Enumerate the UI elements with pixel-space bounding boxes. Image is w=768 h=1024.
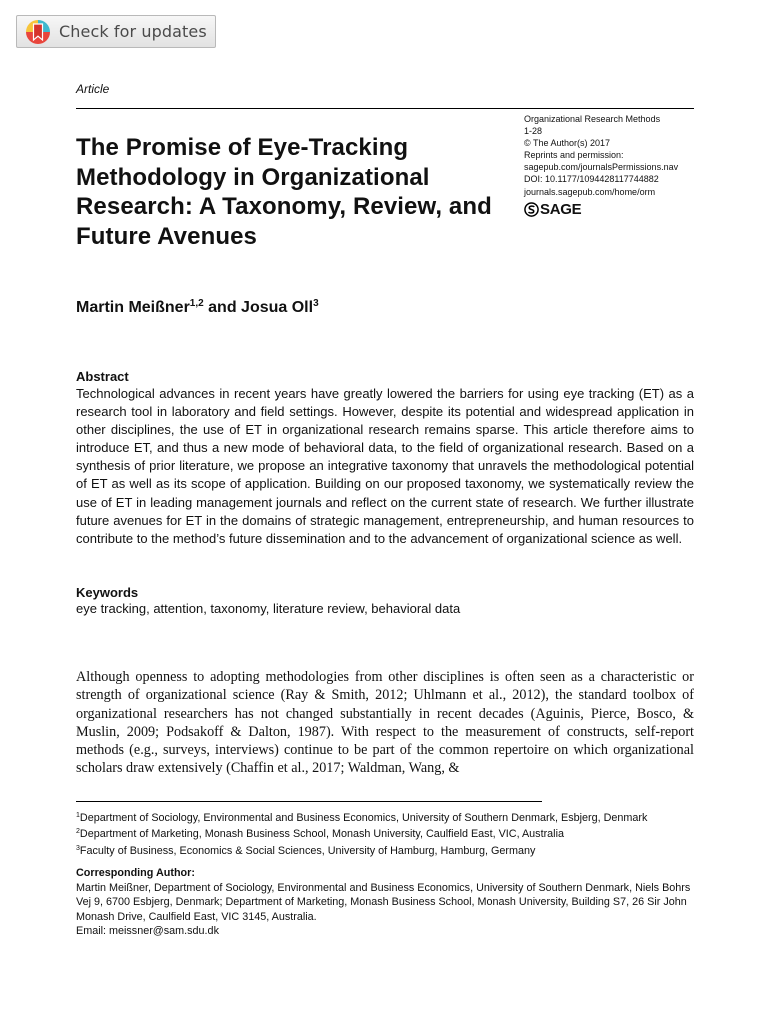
intro-paragraph: Although openness to adopting methodologies from other disciplines is often seen as a characteristic or strength of organizational science (Ray & Smith, 2012; Uhlmann et al., 2012), the standard toolbox of organizational researchers has not changed substantially in recent decades (Aguinis, Pierce, Bosco, & Muslin, 2009; Podsakoff & Dalton, 1987). With respect to the measurement of constructs, self-report methods (e.g., surveys, interviews) continue to be part of the common repertoire on which organizational scholars draw extensively (Chaffin et al., 2017; Waldman, Wang, &: [76, 669, 694, 777]
check-for-updates-label: Check for updates: [59, 22, 207, 41]
affiliation-item: [76, 842, 716, 858]
article-type-label: Article: [76, 82, 110, 96]
copyright-line: © The Author(s) 2017: [524, 138, 611, 149]
permissions-link[interactable]: sagepub.com/journalsPermissions.nav: [524, 162, 679, 173]
journal-info: [524, 113, 724, 198]
author-line: [76, 298, 319, 317]
affiliation-item: [76, 825, 716, 841]
journal-name: Organizational Research Methods: [524, 114, 661, 124]
keywords-heading: Keywords: [76, 585, 139, 600]
doi-link[interactable]: DOI: 10.1177/1094428117744882: [524, 174, 659, 185]
author-affil-marker: 3: [313, 298, 319, 309]
crossmark-bookmark-icon: [25, 19, 51, 45]
check-for-updates-button[interactable]: [16, 15, 216, 48]
author-name: Martin Meißner: [76, 299, 190, 316]
author-joiner: and: [203, 299, 242, 316]
abstract-heading: Abstract: [76, 369, 129, 384]
affiliations: [76, 809, 716, 858]
affil-number: 2: [76, 828, 80, 836]
sage-logo: [524, 201, 581, 218]
abstract-text: Technological advances in recent years have greatly lowered the barriers for using eye tracking (ET) as a research tool in laboratory and field settings. However, despite its potential and widespread application in other disciplines, the use of ET in organizational research remains sparse. This article therefore aims to introduce ET, and thus a new mode of behavioral data, to the field of organizational research. Based on a synthesis of prior literature, we propose an integrative taxonomy that unravels the methodological potential of ET as well as its scope of application. Building on our proposed taxonomy, we systematically review the use of ET in leading management journals and reflect on the current state of research. We further illustrate future avenues for ET in the domains of strategic management, entrepreneurship, and human resources to contribute to the method’s future dissemination and to the advancement of organizational science as well.: [76, 386, 694, 546]
journal-home-link[interactable]: journals.sagepub.com/home/orm: [524, 186, 656, 197]
affil-text: Department of Sociology, Environmental and Business Economics, University of Southern Denmark, Esbjerg, Denmark: [79, 812, 648, 824]
keywords-text: eye tracking, attention, taxonomy, literature review, behavioral data: [76, 601, 461, 616]
footnote-rule: [76, 801, 542, 802]
author-affil-marker: 1,2: [189, 298, 204, 309]
affil-text: Department of Marketing, Monash Business School, Monash University, Caulfield East, VIC, Australia: [79, 828, 564, 841]
affil-number: 1: [76, 812, 80, 819]
corresponding-author-details: [76, 881, 698, 938]
corresponding-email[interactable]: Email: meissner@sam.sdu.dk: [76, 924, 219, 937]
author-name: Josua Oll: [241, 299, 314, 316]
corresponding-address: Martin Meißner, Department of Sociology, Environmental and Business Economics, University of Southern Denmark, Niels Bohrs Vej 9, 6700 Esbjerg, Denmark; Department of Marketing, Monash Business School, Monash University, Building S7, 26 Sir John Monash Drive, Caulfield East, VIC 3145, Australia.: [76, 882, 691, 923]
sage-swirl-icon: [524, 202, 539, 217]
affil-text: Faculty of Business, Economics & Social Sciences, University of Hamburg, Hamburg, Germany: [79, 844, 536, 857]
corresponding-author-heading: Corresponding Author:: [76, 867, 195, 879]
reprints-line: Reprints and permission:: [524, 150, 624, 161]
header-rule: [76, 108, 694, 109]
affiliation-item: [76, 809, 716, 825]
affil-number: 3: [76, 844, 80, 852]
paper-title: The Promise of Eye-Tracking Methodology in Organizational Research: A Taxonomy, Review, and Future Avenues: [76, 134, 492, 250]
journal-pages: 1-28: [524, 126, 543, 137]
sage-wordmark: SAGE: [540, 201, 582, 218]
